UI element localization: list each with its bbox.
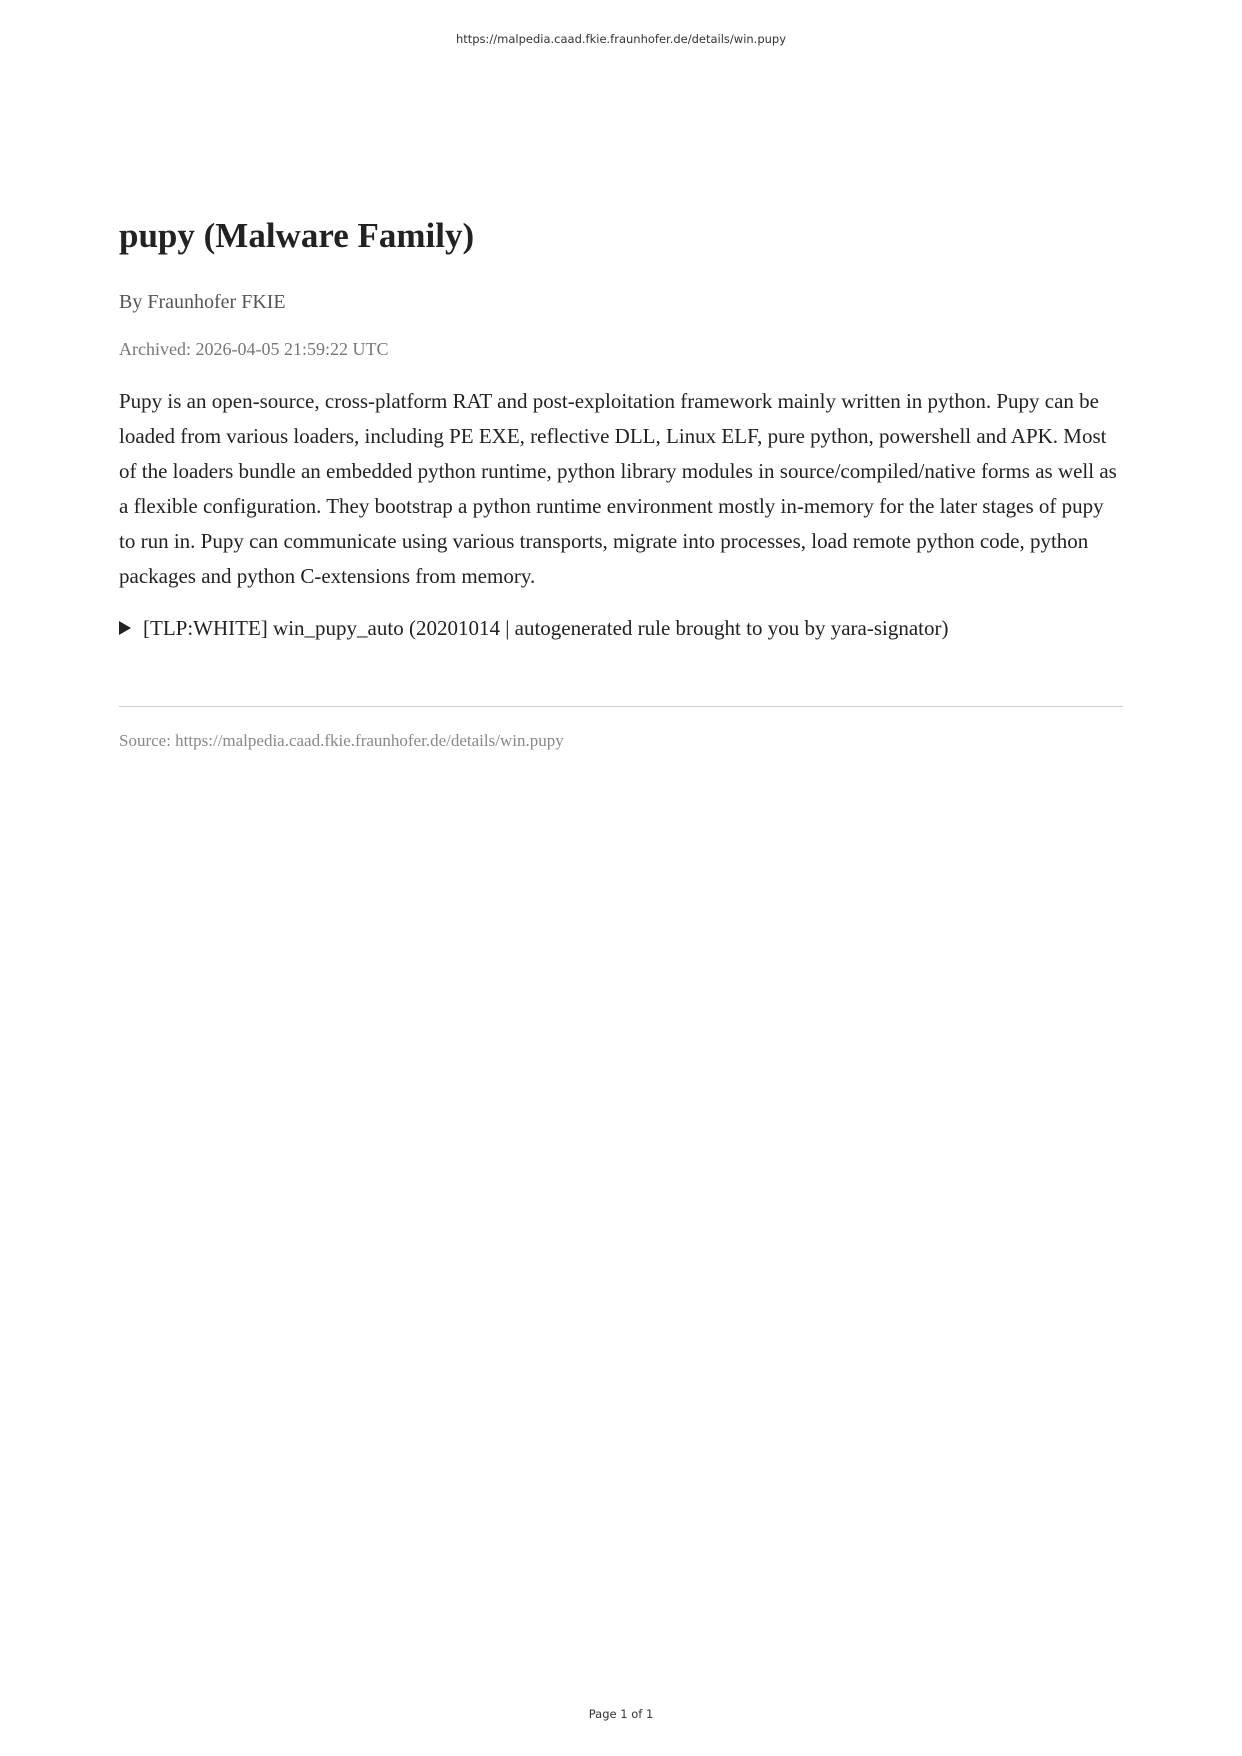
disclosure-triangle-icon[interactable] <box>119 621 131 635</box>
page-title: pupy (Malware Family) <box>119 216 475 255</box>
archived-timestamp: Archived: 2026-04-05 21:59:22 UTC <box>119 339 389 359</box>
article <box>119 212 1123 753</box>
yara-rule-summary[interactable]: [TLP:WHITE] win_pupy_auto (20201014 | autogenerated rule brought to you by yara-signator) <box>143 616 949 640</box>
byline: By Fraunhofer FKIE <box>119 291 286 313</box>
divider <box>119 706 1123 707</box>
source-line: Source: https://malpedia.caad.fkie.fraunhofer.de/details/win.pupy <box>119 731 564 750</box>
yara-rule-disclosure[interactable] <box>119 612 1123 644</box>
running-header-url: https://malpedia.caad.fkie.fraunhofer.de/details/win.pupy <box>455 32 787 46</box>
description-paragraph: Pupy is an open-source, cross-platform RAT and post-exploitation framework mainly written in python. Pupy can be loaded from various loaders, including PE EXE, reflective DLL, Linux ELF, pure python, powershell and APK. Most of the loaders bundle an embedded python runtime, python library modules in source/compiled/native forms as well as a flexible configuration. They bootstrap a python runtime environment mostly in-memory for the later stages of pupy to run in. Pupy can communicate using various transports, migrate into processes, load remote python code, python packages and python C-extensions from memory. <box>119 389 1117 588</box>
page-number: Page 1 of 1 <box>588 1707 654 1721</box>
